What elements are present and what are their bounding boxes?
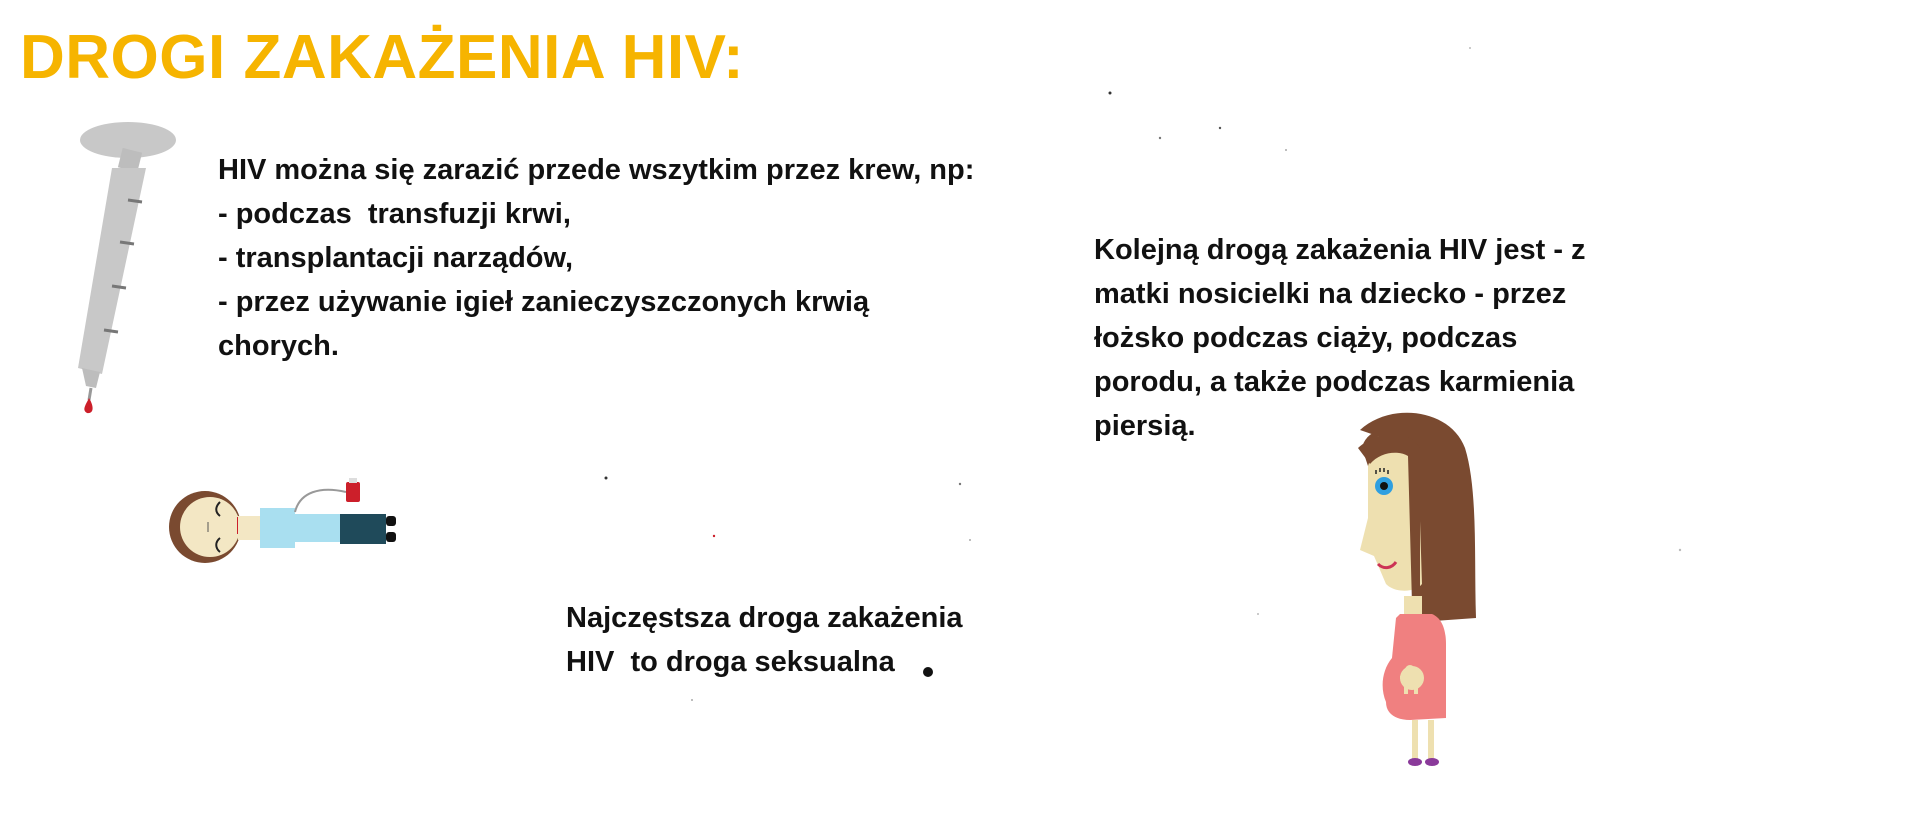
text-line: łożsko podczas ciąży, podczas: [1094, 322, 1518, 354]
text-line: matki nosicielki na dziecko - przez: [1094, 278, 1567, 310]
text-line: - przez używanie igieł zanieczyszczonych krwią: [218, 286, 870, 318]
text-line: HIV można się zarazić przede wszytkim przez krew, np:: [218, 154, 975, 186]
text-line: Najczęstsza droga zakażenia: [566, 602, 963, 634]
text-line: - podczas transfuzji krwi,: [218, 198, 571, 230]
text-line: - transplantacji narządów,: [218, 242, 574, 274]
text-line: chorych.: [218, 330, 339, 362]
text-line: porodu, a także podczas karmienia: [1094, 366, 1575, 398]
page-title: DROGI ZAKAŻENIA HIV:: [20, 23, 745, 92]
text-line: HIV to droga seksualna: [566, 646, 895, 678]
text-line: piersią.: [1094, 410, 1196, 442]
text-line: Kolejną drogą zakażenia HIV jest - z: [1094, 234, 1586, 266]
